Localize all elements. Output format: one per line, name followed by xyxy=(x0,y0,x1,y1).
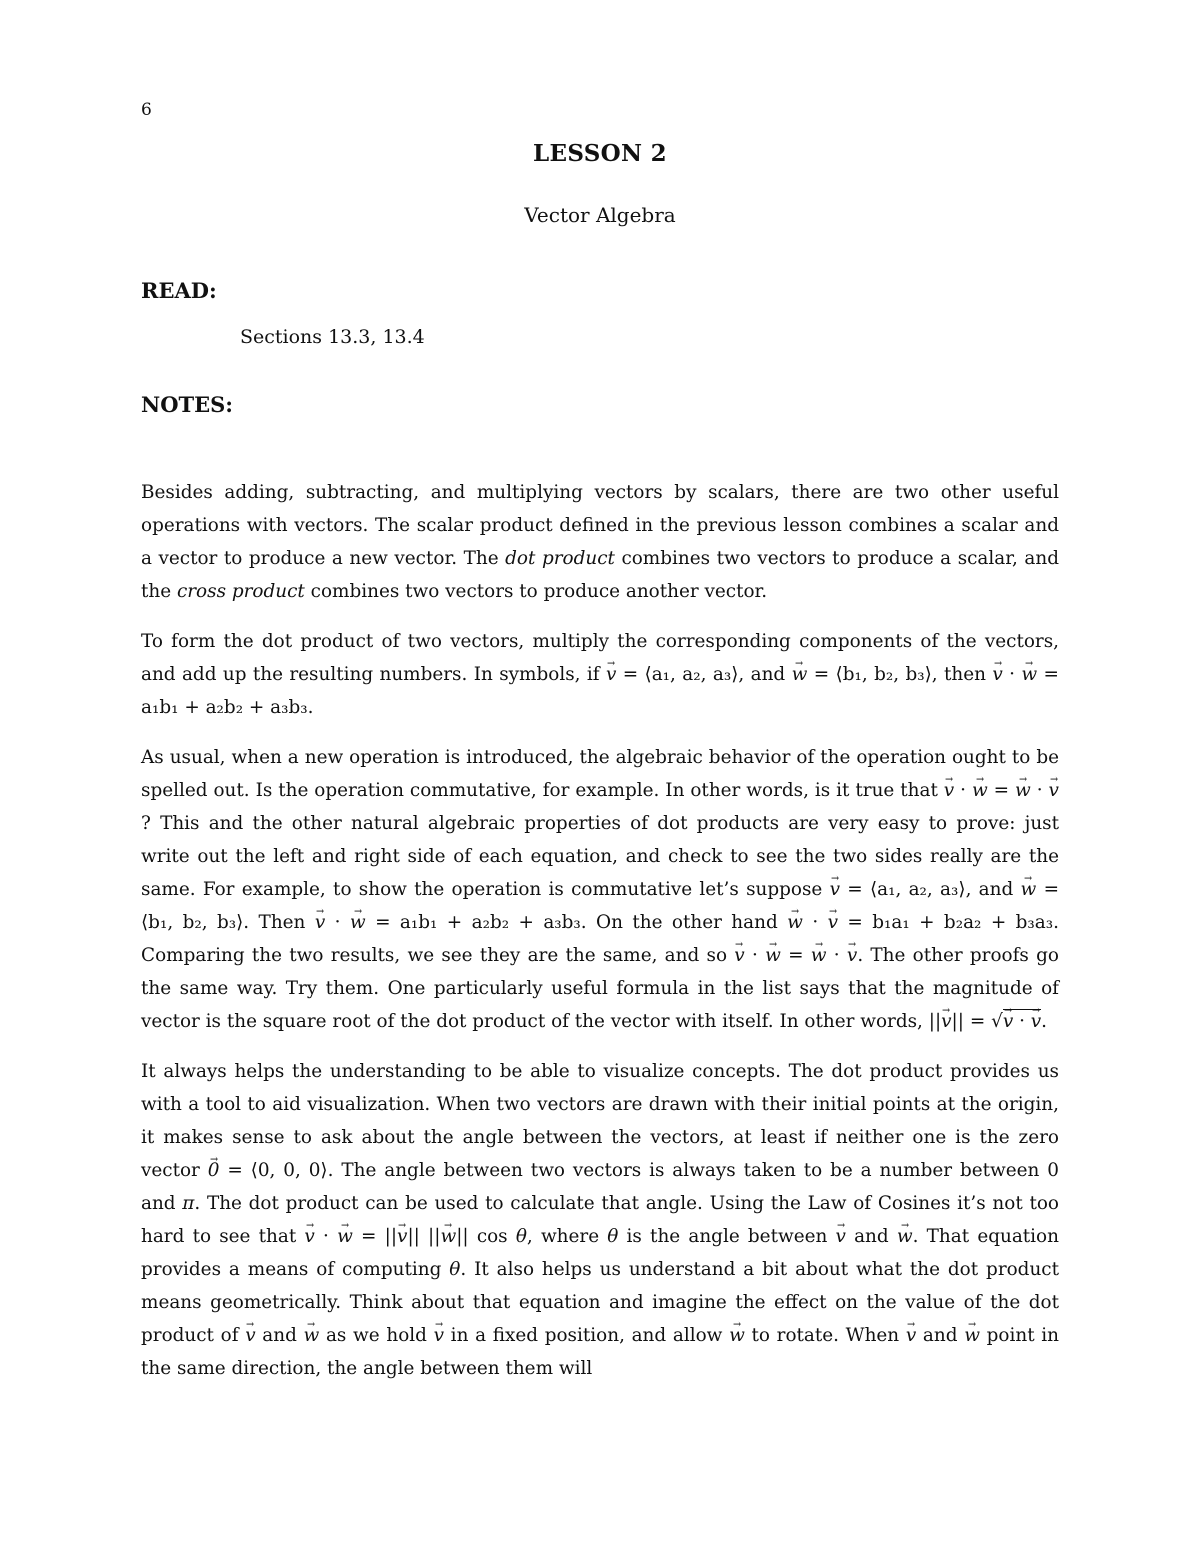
paragraph-2: To form the dot product of two vectors, multiply the corresponding components of the vectors, and add up the resulting numbers. In symbols, if → v = ⟨a₁, a₂, a₃⟩, and → w = ⟨b₁, b₂, b₃⟩, then → v · → w = a₁b₁ + a₂b₂ + a₃b₃. xyxy=(141,625,1059,724)
notes-body xyxy=(141,476,1059,1402)
paragraph-1: Besides adding, subtracting, and multiplying vectors by scalars, there are two other useful operations with vectors. The scalar product defined in the previous lesson combines a scalar and a vector to produce a new vector. The dot product combines two vectors to produce a scalar, and the cross product combines two vectors to produce another vector. xyxy=(141,482,1059,602)
lesson-subtitle: Vector Algebra xyxy=(524,203,676,227)
read-sections: Sections 13.3, 13.4 xyxy=(240,326,425,348)
paragraph-4: It always helps the understanding to be able to visualize concepts. The dot product provides us with a tool to aid visualization. When two vectors are drawn with their initial points at the origin, it makes sense to ask about the angle between the vectors, at least if neither one is the zero vector → 0 = ⟨0, 0, 0⟩. The angle between two vectors is always taken to be a number between 0 and π. The dot product can be used to calculate that angle. Using the Law of Cosines it’s not too hard to see that → v · → w = ||→ v|| ||→ w|| cos θ, where θ is the angle between → v and → w. That equation provides a means of computing θ. It also helps us understand a bit about what the dot product means geometrically. Think about that equation and imagine the effect on the value of the dot product of → v and → w as we hold → v in a fixed position, and allow → w to rotate. When → v and → w point in the same direction, the angle between them will xyxy=(141,1055,1059,1385)
notes-heading: NOTES: xyxy=(141,392,234,417)
read-heading: READ: xyxy=(141,278,217,303)
cross-product-term: cross product xyxy=(176,581,305,602)
paragraph-3: As usual, when a new operation is introduced, the algebraic behavior of the operation ought to be spelled out. Is the operation commutative, for example. In other words, is it true that → v · → w = → w · → v? This and the other natural algebraic properties of dot products are very easy to prove: just write out the left and right side of each equation, and check to see the two sides really are the same. For example, to show the operation is commutative let’s suppose → v = ⟨a₁, a₂, a₃⟩, and → w = ⟨b₁, b₂, b₃⟩. Then → v · → w = a₁b₁ + a₂b₂ + a₃b₃. On the other hand → w · → v = b₁a₁ + b₂a₂ + b₃a₃. Comparing the two results, we see they are the same, and so → v · → w = → w · → v. The other proofs go the same way. Try them. One particularly useful formula in the list says that the magnitude of vector is the square root of the dot product of the vector with itself. In other words, ||→ v|| = √→ v · → v. xyxy=(141,741,1059,1038)
page-number: 6 xyxy=(141,100,152,120)
lesson-title: LESSON 2 xyxy=(533,140,667,167)
dot-product-term: dot product xyxy=(505,548,615,569)
